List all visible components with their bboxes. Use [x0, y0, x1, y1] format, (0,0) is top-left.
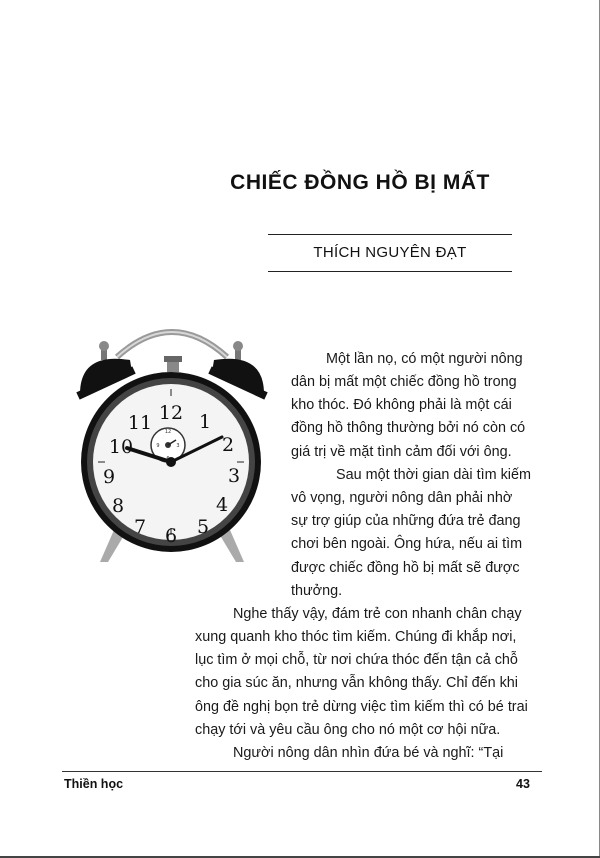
svg-text:5: 5 [196, 516, 210, 538]
text-line: vô vọng, người nông dân phải nhờ [291, 490, 513, 506]
alarm-clock-icon [72, 312, 272, 577]
paragraph-1-cont [291, 371, 525, 464]
text-line: Sau một thời gian dài tìm kiếm [336, 467, 531, 483]
footer-section-title: Thiền học [64, 777, 124, 791]
svg-text:10: 10 [108, 436, 134, 458]
svg-text:12: 12 [158, 402, 184, 424]
text-line: xung quanh kho thóc tìm kiếm. Chúng đi khắp nơi, [195, 629, 517, 645]
text-line: Nghe thấy vậy, đám trẻ con nhanh chân chạy [233, 606, 522, 622]
text-line: được chiếc đồng hồ bị mất sẽ được [291, 559, 520, 576]
paragraph-1 [326, 348, 523, 371]
article-author: THÍCH NGUYÊN ĐẠT [313, 244, 467, 261]
article-title: CHIẾC ĐỒNG HỒ BỊ MẤT [230, 171, 490, 194]
paragraph-2 [336, 464, 531, 487]
text-line: giá trị về mặt tình cảm đối với ông. [291, 443, 512, 460]
svg-text:3: 3 [227, 465, 241, 487]
svg-text:7: 7 [133, 516, 147, 538]
svg-text:2: 2 [221, 434, 235, 456]
svg-text:1: 1 [198, 411, 212, 433]
author-rule-top [268, 234, 512, 235]
text-line: chạy tới và yêu cầu ông cho nó một cơ hội nữa. [195, 721, 501, 738]
text-line: thưởng. [291, 582, 343, 599]
paragraph-2-cont [291, 487, 522, 603]
svg-text:8: 8 [111, 495, 125, 517]
paragraph-3-cont [195, 626, 528, 742]
text-line: Một lần nọ, có một người nông [326, 351, 523, 367]
text-line: ông đề nghị bọn trẻ dừng việc tìm kiếm thì có bé trai [195, 698, 528, 715]
text-line: lục tìm ở mọi chỗ, từ nơi chứa thóc đến tận cả chỗ [195, 652, 518, 669]
text-line: đồng hồ thông thường bởi nó còn có [291, 420, 526, 437]
svg-text:9: 9 [102, 466, 116, 488]
svg-text:3: 3 [176, 443, 180, 449]
page-number: 43 [516, 777, 530, 791]
author-rule-bottom [268, 271, 512, 272]
text-line: sự trợ giúp của những đứa trẻ đang [291, 513, 521, 530]
footer-rule [62, 771, 542, 772]
text-line: chơi bên ngoài. Ông hứa, nếu ai tìm [291, 536, 523, 553]
text-line: cho gia súc ăn, nhưng vẫn không thấy. Chỉ đến khi [195, 675, 518, 692]
text-line: Người nông dân nhìn đứa bé và nghĩ: “Tại [233, 745, 504, 761]
svg-text:12: 12 [164, 429, 172, 435]
text-line: kho thóc. Đó không phải là một cái [291, 397, 512, 414]
svg-text:6: 6 [164, 525, 178, 547]
svg-text:4: 4 [215, 494, 229, 516]
paragraph-3 [233, 603, 522, 626]
text-line: dân bị mất một chiếc đồng hồ trong [291, 374, 517, 390]
svg-text:9: 9 [156, 443, 160, 449]
paragraph-4 [233, 742, 503, 765]
svg-text:11: 11 [127, 412, 153, 434]
